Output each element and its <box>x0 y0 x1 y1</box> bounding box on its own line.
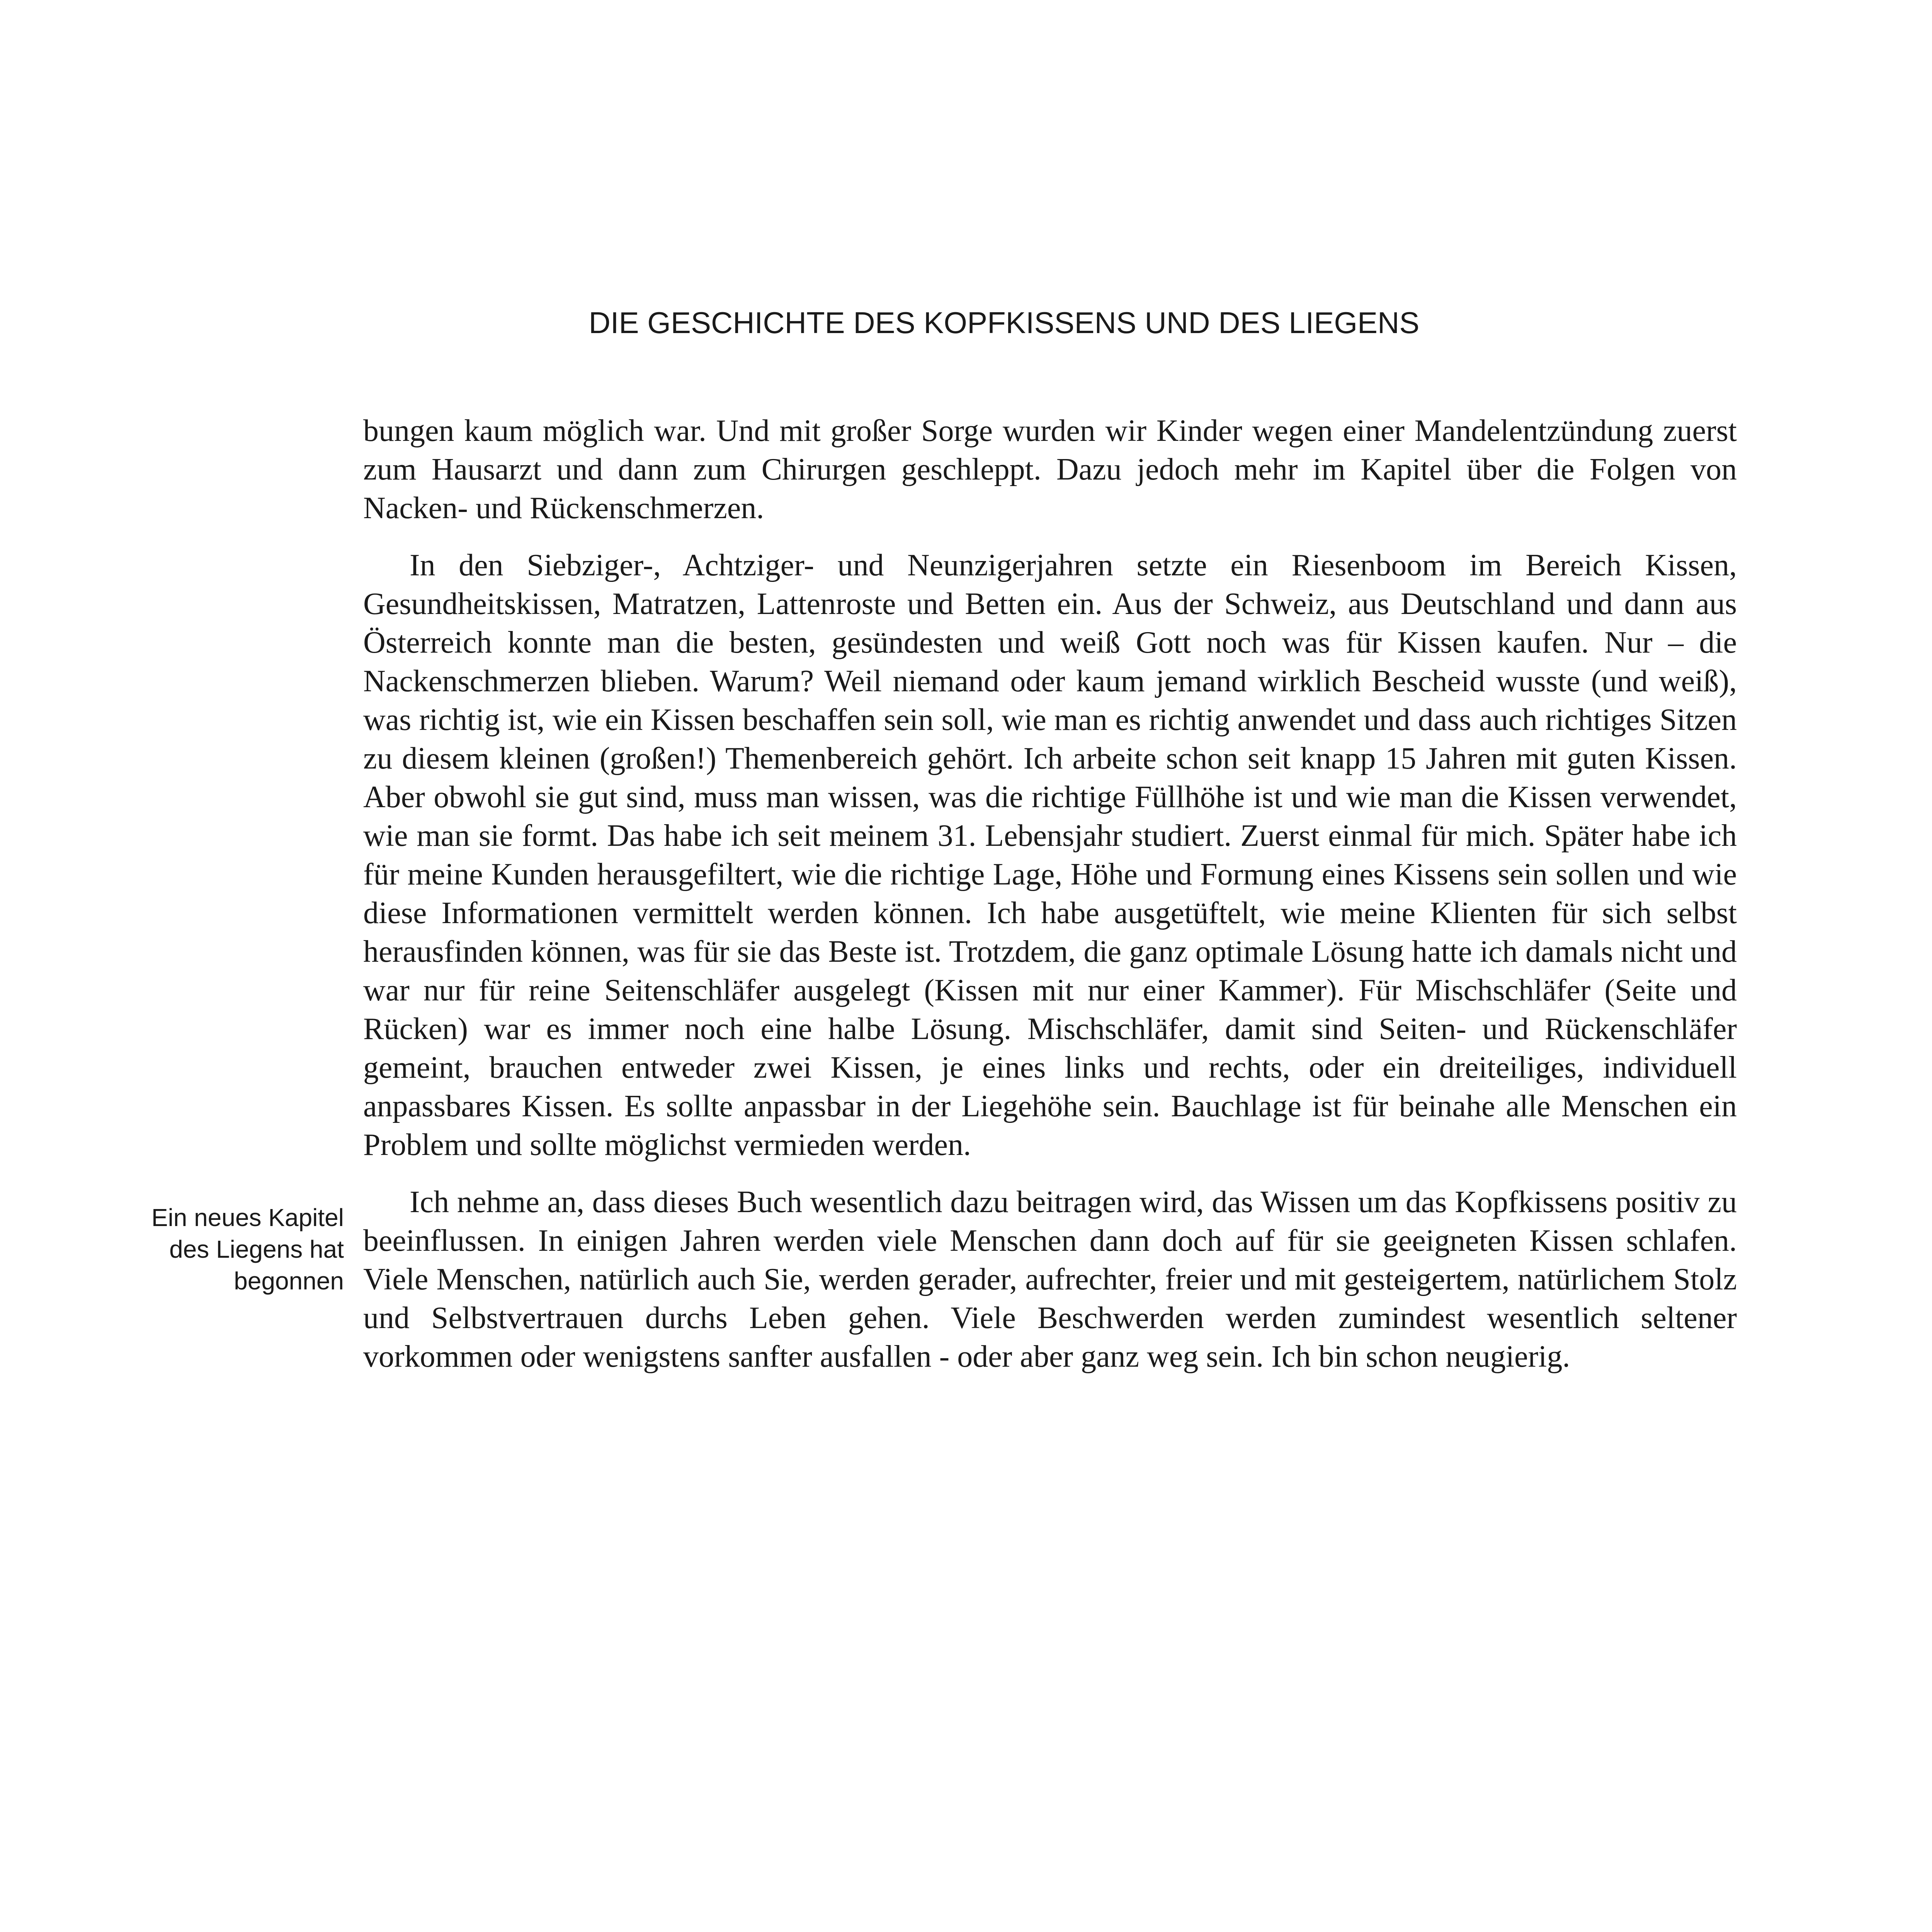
paragraph-continuation: bungen kaum möglich war. Und mit großer Sorge wurden wir Kinder wegen einer Mandelentzündung zuerst zum Hausarzt und dann zum Chirurgen geschleppt. Dazu jedoch mehr im Kapitel über die Folgen von Nacken- und Rückenschmerzen. <box>363 414 1737 525</box>
margin-note <box>100 1202 344 1297</box>
running-header: DIE GESCHICHTE DES KOPFKISSENS UND DES LIEGENS <box>588 306 1420 340</box>
margin-note-line: des Liegens hat <box>169 1235 344 1263</box>
margin-note-line: begonnen <box>234 1267 344 1295</box>
paragraph-outlook: Ich nehme an, dass dieses Buch wesentlich dazu beitragen wird, das Wissen um das Kopfkissens positiv zu beeinflussen. In einigen Jahren werden viele Menschen dann doch auf für sie geeigneten Kissen schlafen. Viele Menschen, natürlich auch Sie, werden gerader, aufrechter, freier und mit gesteigertem, natürlichem Stolz und Selbstvertrauen durchs Leben gehen. Viele Beschwerden werden zumindest wesentlich seltener vorkommen oder wenigstens sanfter ausfallen - oder aber ganz weg sein. Ich bin schon neugierig. <box>363 1185 1737 1374</box>
body-text <box>363 412 1737 1395</box>
paragraph-pillow-boom: In den Siebziger-, Achtziger- und Neunzigerjahren setzte ein Riesenboom im Bereich Kissen, Gesundheitskissen, Matratzen, Lattenroste und Betten ein. Aus der Schweiz, aus Deutschland und dann aus Österreich konnte man die besten, gesündesten und weiß Gott noch was für Kissen kaufen. Nur – die Nackenschmerzen blieben. Warum? Weil niemand oder kaum jemand wirklich Bescheid wusste (und weiß), was richtig ist, wie ein Kissen beschaffen sein soll, wie man es richtig anwendet und dass auch richtiges Sitzen zu diesem kleinen (großen!) Themenbereich gehört. Ich arbeite schon seit knapp 15 Jahren mit guten Kissen. Aber obwohl sie gut sind, muss man wissen, was die richtige Füllhöhe ist und wie man die Kissen verwendet, wie man sie formt. Das habe ich seit meinem 31. Lebensjahr studiert. Zuerst einmal für mich. Später habe ich für meine Kunden herausgefiltert, wie die richtige Lage, Höhe und Formung eines Kissens sein sollen und wie diese Informationen vermittelt werden können. Ich habe ausgetüftelt, wie meine Klienten für sich selbst herausfinden können, was für sie das Beste ist. Trotzdem, die ganz optimale Lösung hatte ich damals nicht und war nur für reine Seitenschläfer ausgelegt (Kissen mit nur einer Kammer). Für Mischschläfer (Seite und Rücken) war es immer noch eine halbe Lösung. Mischschläfer, damit sind Seiten- und Rückenschläfer gemeint, brauchen entweder zwei Kissen, je eines links und rechts, oder ein dreiteiliges, individuell anpassbares Kissen. Es sollte anpassbar in der Liegehöhe sein. Bauchlage ist für beinahe alle Menschen ein Problem und sollte möglichst vermieden werden. <box>363 548 1737 1162</box>
margin-note-line: Ein neues Kapitel <box>151 1204 344 1231</box>
